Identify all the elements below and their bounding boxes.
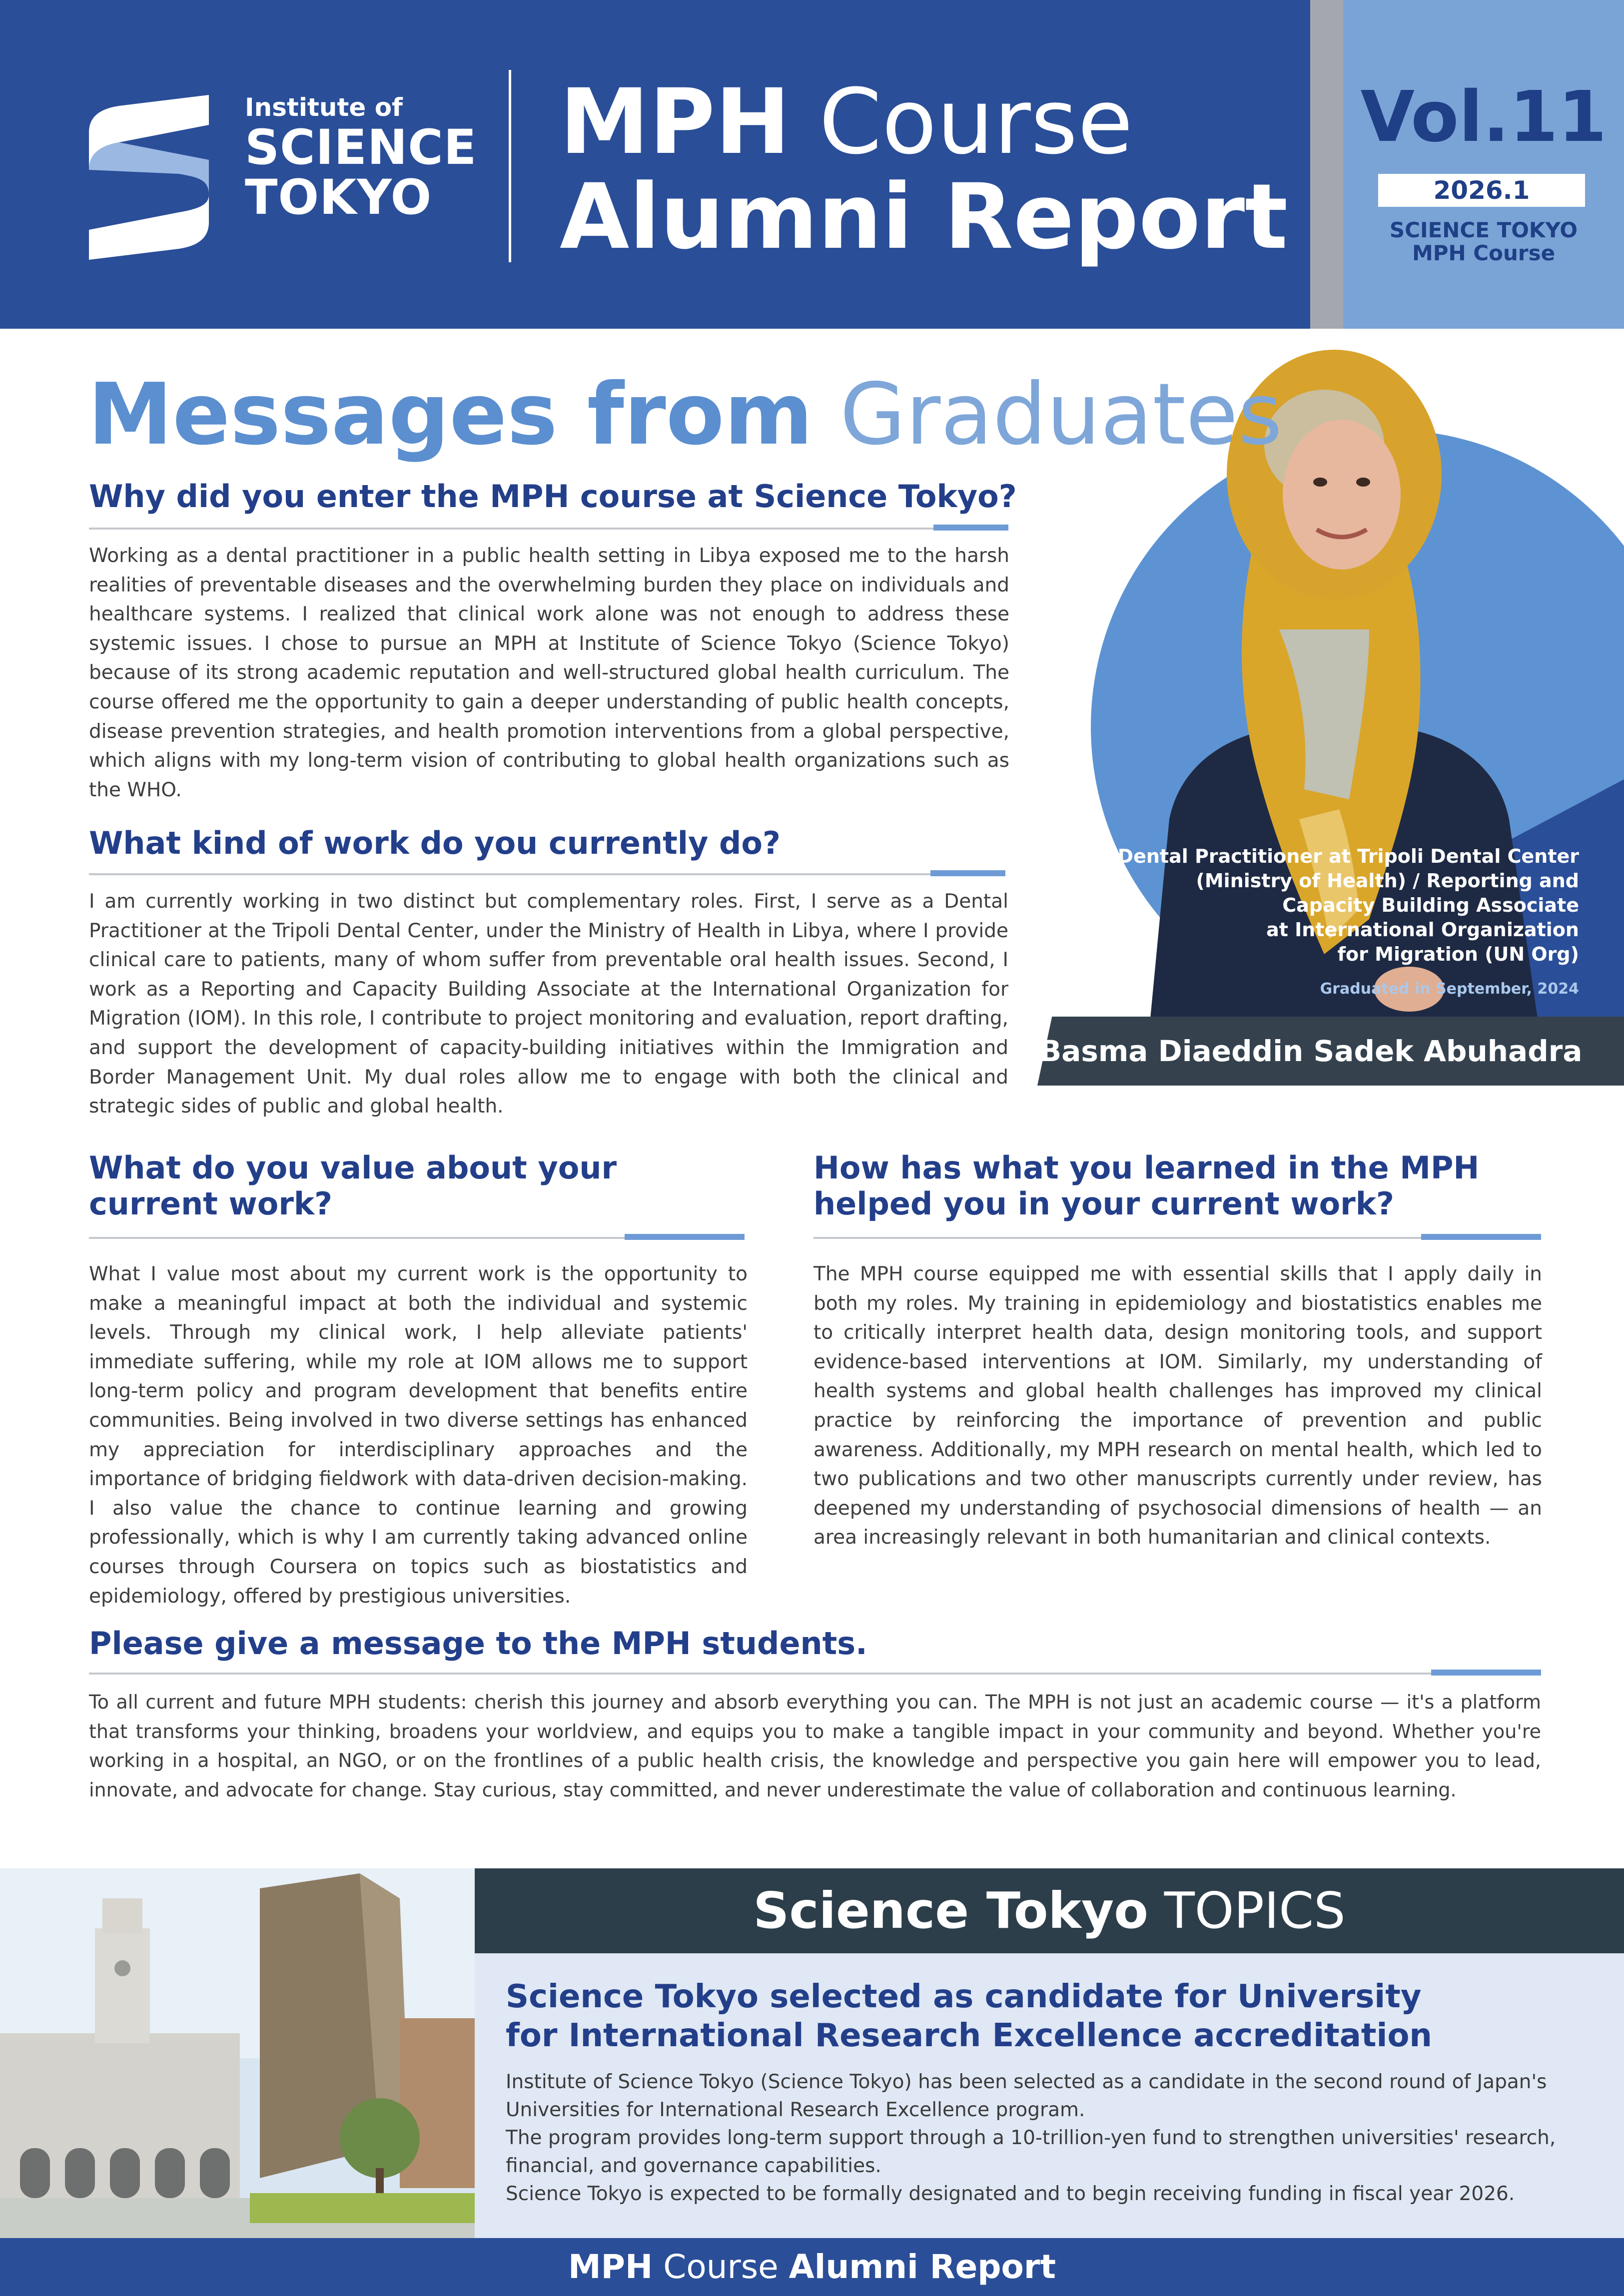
issue-date: 2026.1 — [1378, 174, 1585, 207]
question-3-heading-line-1: What do you value about your — [89, 1149, 617, 1186]
question-5-heading: Please give a message to the MPH students. — [89, 1625, 867, 1662]
section-title — [88, 367, 1282, 462]
question-1-accent — [933, 525, 1008, 531]
topics-header — [475, 1868, 1624, 1953]
footer-mph: MPH — [568, 2248, 653, 2286]
graduate-caption — [1074, 844, 1579, 967]
topic-body — [506, 2068, 1605, 2208]
question-1-rule — [89, 528, 1008, 530]
question-3-accent — [625, 1234, 745, 1240]
topic-paragraph: Institute of Science Tokyo (Science Tokyo) has been selected as a candidate in the second round of Japan's Universities for International Research Excellence program. — [506, 2071, 1547, 2121]
logo-wordmark — [245, 92, 477, 225]
topic-paragraph: Science Tokyo is expected to be formally designated and to begin receiving funding in fiscal year 2026. — [506, 2183, 1515, 2205]
logo-line-3: TOKYO — [245, 169, 432, 225]
logo-line-1: Institute of — [245, 93, 403, 122]
volume-subtitle-line-1: SCIENCE TOKYO — [1389, 218, 1578, 242]
topic-paragraph: The program provides long-term support through a 10-trillion-yen fund to strengthen universities' research, financial, and governance capabilities. — [506, 2127, 1556, 2177]
question-4-heading-line-2: helped you in your current work? — [813, 1185, 1394, 1222]
footer-report: Alumni Report — [789, 2248, 1056, 2286]
question-4-heading — [813, 1150, 1563, 1222]
question-1-heading: Why did you enter the MPH course at Science Tokyo? — [89, 478, 1017, 515]
footer-banner — [0, 2238, 1624, 2296]
question-2-heading: What kind of work do you currently do? — [89, 825, 781, 861]
report-title-line-1 — [560, 70, 1133, 174]
footer-course: Course — [663, 2248, 779, 2286]
question-2-answer: I am currently working in two distinct but complementary roles. First, I serve as a Dental Practitioner at the Tripoli Dental Center, under the Ministry of Health in Libya, where I provide clinical care to patients, many of whom suffer from preventable oral health issues. Second, I work as a Reporting and Capacity Building Associate at the International Organization for Migration (IOM). In this role, I contribute to project monitoring and evaluation, report drafting, and support the development of capacity-building initiatives within the Immigration and Border Management Unit. My dual roles allow me to engage with both the clinical and strategic sides of public and global health. — [89, 890, 1008, 1118]
section-title-light: Graduates — [839, 365, 1283, 464]
topics-header-bold: Science Tokyo — [753, 1881, 1148, 1940]
question-5-accent — [1431, 1670, 1541, 1676]
volume-panel — [1343, 0, 1624, 329]
header-divider — [509, 70, 511, 262]
volume-number: Vol.11 — [1360, 76, 1607, 158]
question-3-answer: What I value most about my current work is the opportunity to make a meaningful impact at both the individual and systemic levels. Through my clinical work, I help alleviate patients' immediate suffering, while my role at IOM allows me to support long-term policy and program development that benefits entire communities. Being involved in two diverse settings has enhanced my appreciation for interdisciplinary approaches and the importance of bridging fieldwork with data-driven decision-making. I also value the chance to continue learning and growing professionally, which is why I am currently taking advanced online courses through Coursera on topics such as biostatistics and epidemiology, offered by prestigious universities. — [89, 1263, 748, 1608]
section-title-bold: Messages from — [88, 365, 813, 464]
report-title-line-2: Alumni Report — [560, 165, 1288, 269]
campus-photo — [0, 1868, 475, 2238]
title-course: Course — [818, 70, 1133, 174]
question-3-heading-line-2: current work? — [89, 1185, 333, 1222]
logo-line-2: SCIENCE — [245, 119, 477, 175]
caption-line: Dental Practitioner at Tripoli Dental Center — [1117, 845, 1579, 867]
volume-subtitle-line-2: MPH Course — [1412, 241, 1556, 265]
question-2-accent — [930, 870, 1005, 876]
topic-headline-line-2: for International Research Excellence accreditation — [506, 2017, 1432, 2054]
volume-subtitle — [1343, 219, 1624, 265]
question-4-heading-line-1: How has what you learned in the MPH — [813, 1149, 1480, 1186]
question-4-answer: The MPH course equipped me with essential skills that I apply daily in both my roles. My training in epidemiology and biostatistics enables me to critically interpret health data, design monitoring tools, and support evidence-based interventions at IOM. Similarly, my understanding of health systems and global health challenges has improved my clinical practice by reinforcing the importance of prevention and public awareness. Additionally, my MPH research on mental health, which led to two publications and two other manuscripts currently under review, has deepened my understanding of psychosocial dimensions of health — an area increasingly relevant in both humanitarian and clinical contexts. — [813, 1263, 1542, 1549]
title-mph: MPH — [560, 70, 791, 174]
topics-header-light: TOPICS — [1164, 1881, 1346, 1940]
question-5-rule — [89, 1673, 1541, 1675]
topic-headline — [506, 1977, 1595, 2055]
graduate-name: Basma Diaeddin Sadek Abuhadra — [1039, 1034, 1583, 1068]
science-tokyo-logo-icon — [89, 95, 209, 260]
question-3-heading — [89, 1150, 739, 1222]
caption-line: Capacity Building Associate — [1282, 894, 1579, 916]
header-stripe — [1310, 0, 1343, 329]
question-1-answer: Working as a dental practitioner in a public health setting in Libya exposed me to the harsh realities of preventable diseases and the overwhelming burden they place on individuals and healthcare systems. I realized that clinical work alone was not enough to address these systemic issues. I chose to pursue an MPH at Institute of Science Tokyo (Science Tokyo) because of its strong academic reputation and well-structured global health curriculum. The course offered me the opportunity to gain a deeper understanding of public health concepts, disease prevention strategies, and health promotion interventions from a global perspective, which aligns with my long-term vision of contributing to global health organizations such as the WHO. — [89, 545, 1009, 801]
question-4-accent — [1421, 1234, 1541, 1240]
caption-line: for Migration (UN Org) — [1337, 943, 1579, 965]
question-2-rule — [89, 873, 1005, 875]
graduation-date: Graduated in September, 2024 — [1320, 980, 1579, 998]
topic-headline-line-1: Science Tokyo selected as candidate for University — [506, 1978, 1422, 2015]
question-5-answer: To all current and future MPH students: cherish this journey and absorb everything you can. The MPH is not just an academic course — it's a platform that transforms your thinking, broadens your worldview, and equips you to make a tangible impact in your community and beyond. Whether you're working in a hospital, an NGO, or on the frontlines of a public health crisis, the knowledge and perspective you gain here will empower you to lead, innovate, and advocate for change. Stay curious, stay committed, and never underestimate the value of collaboration and continuous learning. — [89, 1691, 1541, 1801]
caption-line: (Ministry of Health) / Reporting and — [1196, 870, 1579, 892]
caption-line: at International Organization — [1266, 919, 1579, 941]
